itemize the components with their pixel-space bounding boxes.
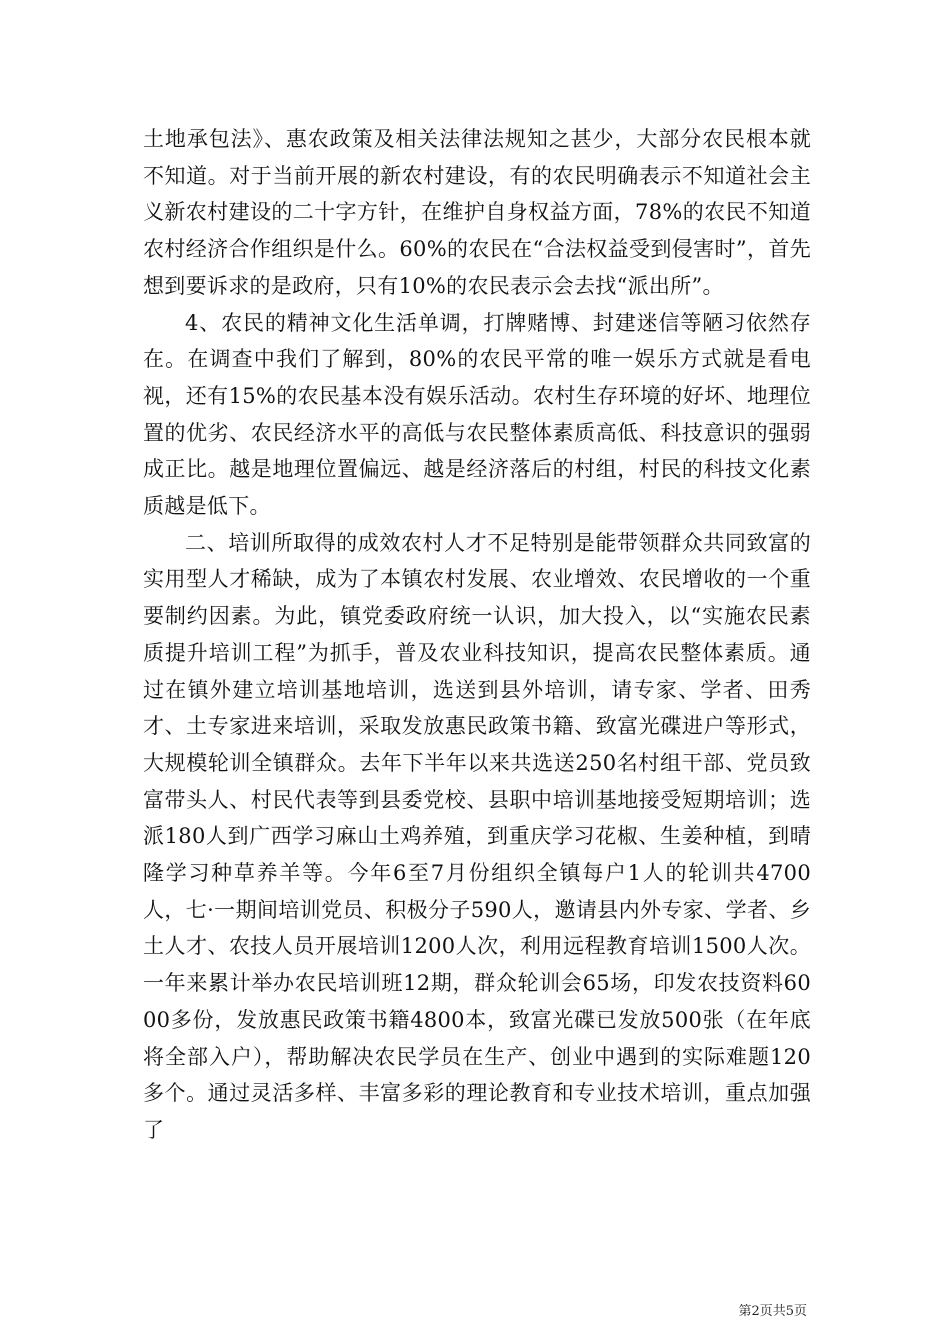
page-number: 第2页共5页 xyxy=(738,1304,807,1319)
document-body xyxy=(143,121,811,1149)
paragraph-3: 二、培训所取得的成效农村人才不足特别是能带领群众共同致富的实用型人才稀缺，成为了本镇农村发展、农业增效、农民增收的一个重要制约因素。为此，镇党委政府统一认识，加大投入，以“实施农民素质提升培训工程”为抓手，普及农业科技知识，提高农民整体素质。通过在镇外建立培训基地培训，选送到县外培训，请专家、学者、田秀才、土专家进来培训，采取发放惠民政策书籍、致富光碟进户等形式，大规模轮训全镇群众。去年下半年以来共选送250名村组干部、党员致富带头人、村民代表等到县委党校、县职中培训基地接受短期培训；选派180人到广西学习麻山土鸡养殖，到重庆学习花椒、生姜种植，到晴隆学习种草养羊等。今年6至7月份组织全镇每户1人的轮训共4700人，七·一期间培训党员、积极分子590人，邀请县内外专家、学者、乡土人才、农技人员开展培训1200人次，利用远程教育培训1500人次。一年来累计举办农民培训班12期，群众轮训会65场，印发农技资料6000多份，发放惠民政策书籍4800本，致富光碟已发放500张（在年底将全部入户），帮助解决农民学员在生产、创业中遇到的实际难题120多个。通过灵活多样、丰富多彩的理论教育和专业技术培训，重点加强了 xyxy=(143,530,811,1142)
page-footer xyxy=(0,1303,950,1323)
paragraph-1: 土地承包法》、惠农政策及相关法律法规知之甚少，大部分农民根本就不知道。对于当前开展的新农村建设，有的农民明确表示不知道社会主义新农村建设的二十字方针，在维护自身权益方面，78%的农民不知道农村经济合作组织是什么。60%的农民在“合法权益受到侵害时”，首先想到要诉求的是政府，只有10%的农民表示会去找“派出所”。 xyxy=(143,127,811,298)
paragraph-2: 4、农民的精神文化生活单调，打牌赌博、封建迷信等陋习依然存在。在调查中我们了解到，80%的农民平常的唯一娱乐方式就是看电视，还有15%的农民基本没有娱乐活动。农村生存环境的好坏、地理位置的优劣、农民经济水平的高低与农民整体素质高低、科技意识的强弱成正比。越是地理位置偏远、越是经济落后的村组，村民的科技文化素质越是低下。 xyxy=(143,310,811,519)
